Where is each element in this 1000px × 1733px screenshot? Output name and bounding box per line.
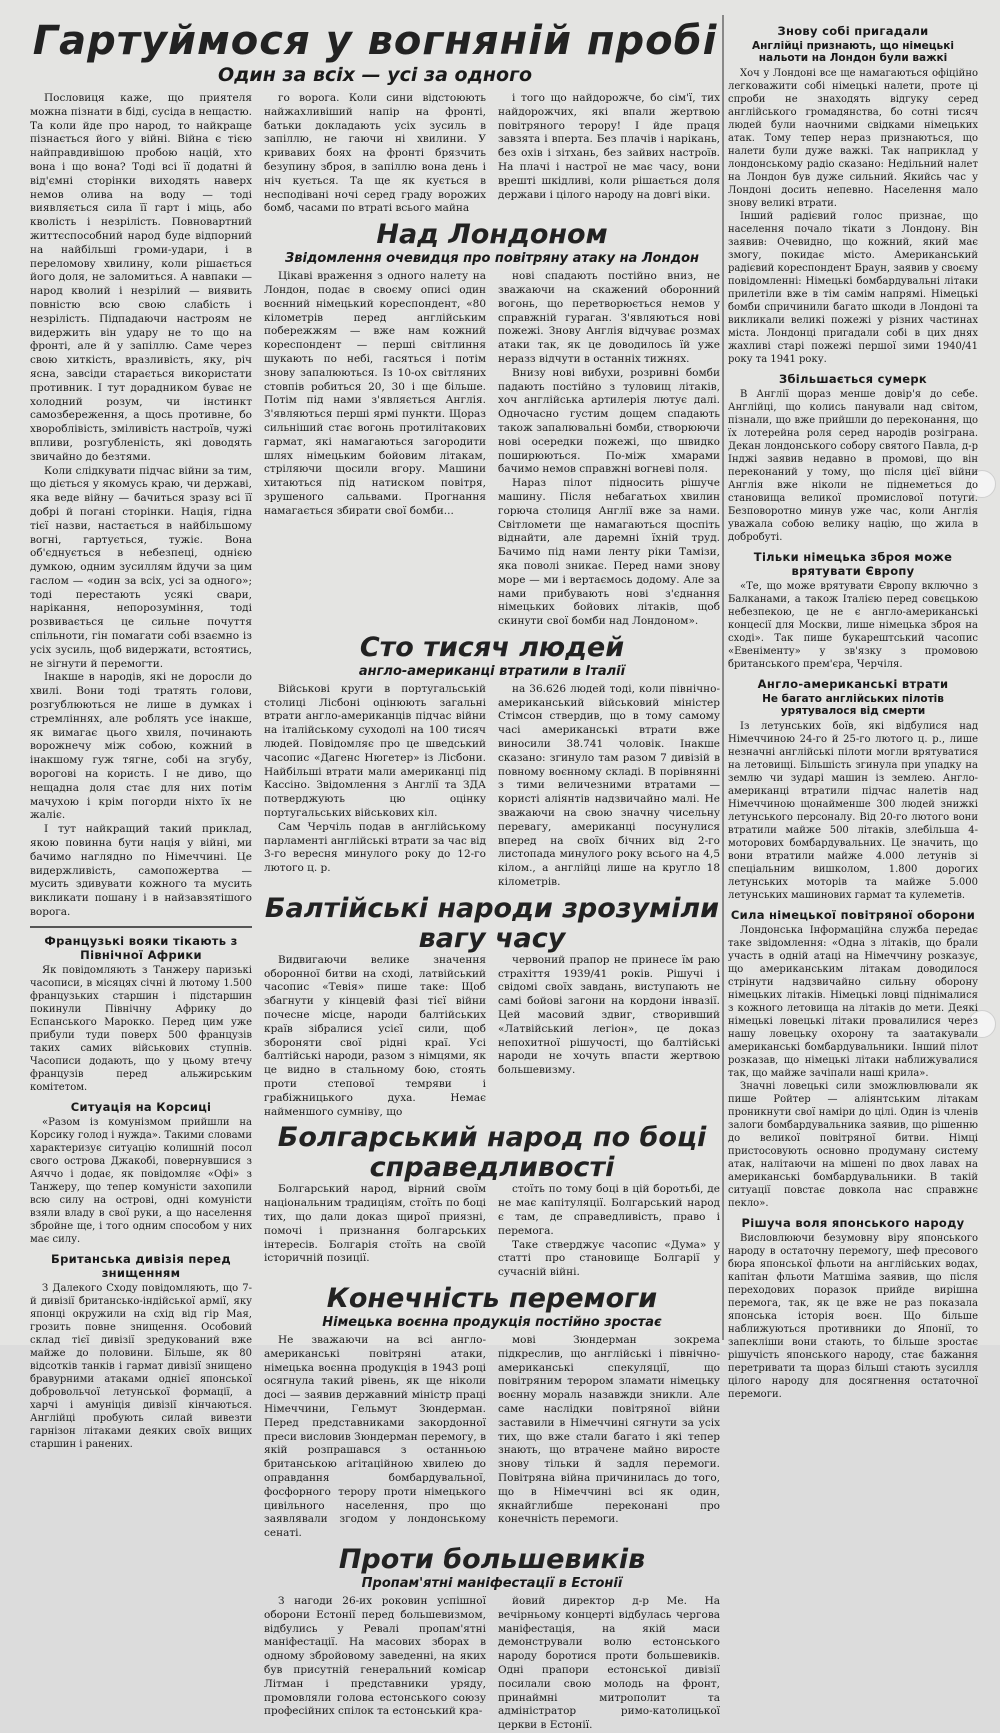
side-subhead: Не багато англійських пілотів урятувалося від смерти	[762, 693, 944, 717]
estonia-text: йовий директор д-р Ме. На вечірньому концерті відбулась чергова маніфестація, на якій маси демонстрували волю естонського народу боротися проти большевиків. Одні прапори естонської дивізії посилали свою молодь на фронт, принаймні митрополит та адміністратор римо-католицької церкви в Естонії.	[498, 1594, 720, 1732]
italy-text: на 36.626 людей тоді, коли північно-американський військовий міністер Стімсон ствердив, що в тому самому часі американські втрати вже виносили 38.741 чоловік. Інакше сказано: згинуло там разом 7 дивізій в повному воєнному складі. В порівнянні з тими величезними втратами — користі аліянтів надзвичайно малі. Не зважаючи на свою значну чисельну перевагу, американці посунулися вперед на своїх бічних від 2-го листопада минулого року всього на 4,5 кілом., а англійці лише на кругло 18 кілометрів.	[498, 682, 720, 889]
estonia-headline: Проти большевиків	[338, 1543, 646, 1575]
side-headline: Англо-американські втрати	[757, 677, 949, 691]
london-headline: Над Лондоном	[376, 219, 608, 251]
corsica-headline: Ситуація на Корсиці	[70, 1099, 212, 1114]
side-text: Інший радієвий голос признає, що населення почало тікати з Лондону. Він заявив: Очевидно, що кожний, який має змогу, покидає місто. Американський радієвий кореспондент Браун, заявив у своєму повідомленні: Німецькі бомбардувальні літаки прилетіли вже в тім самім напрямі. Німецькі бомби спричинили багато шкоди в Лондоні та викликали великі пожежі у різних частинах міста. Лондонці пригадали собі в цих днях жахливі старі пожежі першої зими 1940/41 року та 1941 року.	[728, 211, 978, 365]
divider	[30, 926, 252, 928]
estonia-subhead: Пропам'ятні маніфестації в Естонії	[361, 1575, 623, 1591]
london-text: нові спадають постійно вниз, не зважаючи на скажений оборонний вогонь, що перетворюється немов у справжній гураган. З'являються нові пожежі. Знову Англія відчуває розмах атаки так, як це доводилось їй уже неразз відчути в останніх тижнях.	[498, 270, 720, 365]
lead-article	[30, 92, 720, 1733]
side-text: Лондонська Інформаційна служба передає таке звідомлення: «Одна з літаків, що брали участь в одній атаці на Німеччину розказує, що американським літакам доводилося стрінути надзвичайно сильну оборону німецьких літаків. Німецькі ловці піднімалися з кожного летовища на літаків до мети. Деякі німецькі ловецькі літаки провалилися через нашу ловецьку охорону та заатакували американські бомбардувальники. Інший пілот розказав, що німецькі літаки наближувалися так, що майже зачіпали наші крила».	[728, 925, 978, 1079]
side-text: В Англії щораз менше довір'я до себе. Англійці, що колись панували над світом, пізнали, що вже прийшли до переконання, що їх лотерейна роля серед народів розіграна. Декан лондонського собору святого Павла, д-р Інджі заявив недавно в промові, що він переконаний у тому, що після цієї війни Англія вже ніколи не піднеметься до становища великої промислової потуги. Безповоротно минув уже час, коли Англія уважала собою велику націю, що жила в добробуті.	[728, 389, 978, 543]
london-text: Нараз пілот підносить рішуче машину. Після небагатьох хвилин горюча столиця Англії вже за нами. Світломети ще намагаються щоспіть віднайти, але даремні їхній труд. Бачимо під нами ленту ріки Тамізи, яка поволі зникає. Перед нами знову море — ми і вертаємось додому. Але за нами прибувають нові з'єднання німецьких бойових літаків, щоб скинути свої бомби над Лондоном».	[498, 477, 720, 628]
lead-text: Пословиця каже, що приятеля можна пізнати в біді, сусіда в нещастю. Та коли йде про народ, то найкраще пізнається його у війні. Війна є тією найправдивішою пробою націй, хто вона і що вона? Тоді всі її додатні й від'ємні сторінки виходять наверх немов олива на воду — тоді виявляється сила її гарт і міць, або кволість і незрілість. Повновартний життєспособний народ буде відпорний на найбільші громи-удари, і в переломову хвилину, коли рішається його доля, не заломиться. А навпаки — народ кволий і незрілий — виявить повністю всю свою слабість і незрілість. Підпадаючи настроям не видержить він удару не то що на фронті, але й у запіллю. Саме через свою хиткість, вразливість, яку, річ ясна, завсіди старається використати противник. І тут дорадником буває не холодний розум, чи інстинкт самозбереження, а щось противне, бо хвороблівість, зміливість настроїв, чужі впливи, розгубленість, які доводять звичайно до безтями.	[30, 92, 252, 463]
side-headline: Сила німецької повітряної оборони	[730, 908, 976, 922]
italy-text: Сам Черчіль подав в англійському парламенті англійські втрати за час від 3-го вересня минулого року до 12-го лютого ц. р.	[264, 820, 486, 875]
bulgaria-text: Болгарський народ, вірний своїм національним традиціям, стоїть по боці тих, що дали доказ щирої приязні, помочі і признання болгарських інтересів. Болгарія стоїть на своїй історичній позиції.	[264, 1183, 486, 1265]
britain-text: З Далекого Сходу повідомляють, що 7-й дивізії британсько-індійської армії, яку японці окружили на схід від гір Мая, грозить повне знищення. Особовий склад тієї дивізії зредукований вже майже до половини. Більше, як 80 відсотків танків і гармат дивізії знищено бравурними атаками однієї японської добровольчої летунської формації, а харчі і амуніція дивізії кінчаються. Англійці пробують силай вивезти гарнізон літаками деяких своїх вищих старшин і ранених.	[30, 1282, 252, 1450]
bulgaria-text: Таке стверджує часопис «Дума» у статті про становище Болгарії у сучасній війні.	[498, 1238, 720, 1279]
victory-headline: Конечність перемоги	[326, 1282, 658, 1314]
lead-text: Інакше в народів, які не доросли до хвилі. Вони тоді тратять голови, розгублюються не лише в думках і стремліннях, але роблять усе інакше, як вимагає цього хвиля, починають ворожнечу між собою, кожний в інакшому гуж тягне, собі на згубу, ворогові на користь. І не диво, що нещадна доля стає для них потім мачухою і крім погорди ніхто їх не жаліє.	[30, 671, 252, 822]
italy-headline: Сто тисяч людей	[359, 631, 625, 663]
france-text: Як повідомляють з Танжеру паризькі часописи, в місяцях січні й лютому 1.500 французьких старшин і підстаршин покинули Північну Африку до Еспанського Марокко. Перед цим уже прибули туди поверх 500 французів таких самих військових ступнів. Часописи додають, що у цьому втечу французів перед альжирським комітетом.	[30, 964, 252, 1093]
bulgaria-text: стоїть по тому боці в цій боротьбі, де не має капітуляції. Болгарський народ є там, де справедливість, право і перемога.	[498, 1183, 720, 1237]
italy-text: Військові круги в португальській столиці Лісбоні оцінюють загальні втрати англо-американців підчас війни на італійському суходолі на 100 тисяч людей. Повідомляє про це шведський часопис «Дагенс Нюгетер» із Лісбони. Найбільші втрати мали американці під Кассіно. Звідомлення з Англії та ЗДА потверджують цю оцінку португальських військових кіл.	[264, 682, 486, 820]
side-headline: Тільки німецька зброя може врятувати Європу	[753, 550, 953, 578]
side-text: Хоч у Лондоні все ще намагаються офіційно легковажити собі німецькі налети, проте ці спроби не знаходять відгуку серед англійського громадянства, бо сотні тисяч людей були наочними свідками німецьких атак. Тому тепер нераз признаються, що налети були дуже важкі. Так наприклад у лондонському радіо сказано: Недільний налет на Лондон був дуже сильний. Якийсь час у Лондоні досить непевно. Населення мало знову великі втрати.	[728, 68, 978, 209]
lead-text: і того що найдорожче, бо сім'ї, тих найдорожчих, які впали жертвою повітряного терору! І йде праця завзята і вперта. Без плачів і нарікань, без охів і зітхань, без зайвих настроїв. На плачі і настрої не має часу, вони врешті шкідливі, коли рішається доля держави і цілого народу на довгі віки.	[498, 92, 720, 201]
side-headline: Знову собі пригадали	[777, 24, 929, 38]
corsica-text: «Разом із комунізмом прийшли на Корсику голод і нужда». Такими словами характеризує ситуацію колишній посол свого острова Джакобі, повернувшися з Аяччо і додає, як повідомляє «Офі» з Танжеру, що тепер комуністи захопили всю силу на острові, одні комуністи взяли владу в свої руки, а що населення збройне ще, і того одним способом у них має силу.	[30, 1116, 252, 1245]
france-headline: Французькі вояки тікають з Північної Африки	[44, 933, 238, 962]
baltic-text: Видвигаючи велике значення оборонної битви на сході, латвійський часопис «Тевія» пише таке: Щоб збагнути у кінцевій фазі тієї війни почесне місце, народи балтійських країв зібралися усієї сили, щоб збороняти свої рідні краї. Усі балтійські народи, разом з німцями, як це видно в стальному бою, стоять проти степової темряви і грабіжницького духа. Немає найменшого сумніву, що	[264, 953, 486, 1118]
masthead-title: Гартуймося у вогняній пробі	[32, 18, 718, 64]
side-text: Значні ловецькі сили зможлювлювали як пише Ройтер — аліянтським літакам проникнути свої наміри до цілі. Один із членів залоги бомбардувальника заявив, що рішенню до великої повітряної битви. Німці пристосовують основно продуману систему атак, налітаючи на мішені по двох лавах на американські бомбардувальники. В такій ситуації повстає довкола нас справжнє пекло».	[728, 1081, 978, 1209]
britain-headline: Британська дивізія перед знищенням	[51, 1251, 231, 1280]
side-text: «Те, що може врятувати Європу включно з Балканами, а також Італією перед совєцькою небезпекою, це не є англо-американські концесії для Москви, лише німецька зброя на сході». Так пише букарештський часопис «Евеніменту» у зв'язку з промовою британського прем'єра, Черчіля.	[728, 581, 978, 670]
victory-text: Не зважаючи на всі англо-американські повітряні атаки, німецька воєнна продукція в 1943 році осягнула такий рівень, як ще ніколи досі — заявив державний міністр праці Німеччини, Гельмут Зюндерман. Перед представниками закордонної преси висловив Зюндерман перемогу, в якій розпрашався з останньою британською агітаційною хвилею до оправдання бомбардувальної, фосфорного терору проти німецького цивільного населення, про що заявлявали згодом у лондонському сенаті.	[264, 1333, 486, 1540]
bulgaria-headline: Болгарський народ по боці справедливості	[277, 1122, 707, 1184]
right-column	[728, 18, 978, 1401]
main-area	[30, 18, 720, 1733]
estonia-text: З нагоди 26-их роковин успішної оборони Естонії перед большевизмом, відбулись у Ревалі пропам'ятні маніфестації. На масових зборах в одному збройовому заведенні, на яких був присутній генеральний комісар Літман і представники уряду, промовляли голова естонського союзу професійних спілок та естонський кра-	[264, 1594, 486, 1718]
side-text: Із летунських боїв, які відбулися над Німеччиною 24-го й 25-го лютого ц. р., лише незначні англійські пілоти могли врятуватися на летовищі. Більшість згинула при упадку на землю чи зударі машин із землею. Англо-американці втратили підчас налетів над Німеччиною щонайменше 300 людей знижкі летунського персоналу. Від 20-го лютого вони втратили майже 500 літаків, злебільша 4-моторових бомбардувальних. Це значить, що вони втратили майже 4.000 летунів зі спеціальним вишколом, 1.800 дорогих летунських моторів та майже 5.000 летунських машинових гармат та кулеметів.	[728, 721, 978, 901]
lead-text: І тут найкращий такий приклад, якою повинна бути нація у війні, ми бачимо наглядно по Німеччині. Це видержливість, самопожертва — мусить здивувати кожного та мусить викликати пошану і в найзавзятішого ворога.	[30, 823, 252, 919]
lead-text: го ворога. Коли сини відстоюють найжахливіший напір на фронті, батьки докладають усіх зусиль в запіллю, не гаючи ні хвилини. У кривавих боях на фронті брязчить безупину зброя, в запіллю вона день і ніч кується. Та ще як кується в несподівані ночі серед граду ворожих бомб, часами по втраті всього майна	[264, 92, 486, 215]
side-subhead: Англійці признають, що німецькі нальоти на Лондон були важкі	[752, 40, 954, 64]
baltic-headline: Балтійські народи зрозуміли вагу часу	[264, 892, 720, 954]
side-headline: Рішуча воля японського народу	[741, 1216, 965, 1230]
italy-subhead: англо-американці втратили в Італії	[358, 663, 626, 679]
victory-subhead: Німецька воєнна продукція постійно зростає	[322, 1314, 662, 1330]
london-text: Внизу нові вибухи, розривні бомби падають постійно з туловищ літаків, хоч англійська артилерія лютує далі. Одночасно густим дощем спадають також запалювальні бомби, створюючи нові осередки пожежі, що швидко поширюються. По-між хмарами бачимо немов справжні вогневі поля.	[498, 366, 720, 476]
baltic-text: червоний прапор не принесе їм раю страхіття 1939/41 років. Рішучі і свідомі своїх завдань, виступають не самі бойові загони на кордони інвазії. Цей масовий здвиг, створивший «Латвійський легіон», це доказ непохитної рішучості, що балтійські народи не хочуть впасти жертвою большевизму.	[498, 953, 720, 1077]
london-subhead: Звідомлення очевидця про повітряну атаку на Лондон	[285, 251, 699, 267]
victory-text: мові Зюндерман зокрема підкреслив, що англійські і північно-американські спекуляції, що повітряним терором зламати німецьку воєнну мораль назавжди зникли. Але саме наслідки повітряної війни заставили в Німеччині сягнути за усіх тих, що вже стали багато і які тепер знають, що втрачене майно виросте знову тільки й задля перемоги. Повітряна війна причинилась до того, що в Німеччині всі як один, якнайглибше переконані про конечність перемоги.	[498, 1333, 720, 1526]
side-headline: Збільшається сумерк	[778, 372, 928, 386]
lead-text: Коли слідкувати підчас війни за тим, що діється у якомусь краю, чи державі, яка веде війну — бачиться зразу всі її добрі й погані сторінки. Нація, гідна тієї назви, настається в найбільшому вогні, гартується, тужіє. Вона об'єднується в небезпеці, однією думкою, одним зусиллям йдучи за цим гаслом — «один за всіх, усі за одного»; тоді перестають усякі свари, нарікання, непорозуміння, тоді розвивається це сильне почуття спільноти, гін помагати собі взаємно із усіх зусиль, щоб видержати, встоятись, не зігнути й перемогти.	[30, 464, 252, 670]
london-text: Цікаві враження з одного налету на Лондон, подає в своєму описі один воєнний німецький кореспондент, «80 кілометрів перед англійським побережжям — вже нам кожний кореспондент — перші світлиння шукають по небі, гасяться і потім знову запалюються. Із 10-ох світляних стовпів робиться 20, 30 і ще більше. Потім під нами з'являється Англія. З'являються перші ярмі пункти. Щораз сильніший стає вогонь протилітакових гармат, які намагаються загородити шлях німецьким бойовим літакам, стріляючи щосили вгору. Машини хитаються під натиском повітря, зрушеного сальвами. Прогнання намагається збирати свої бомби...	[264, 270, 486, 517]
side-text: Висловлюючи безумовну віру японського народу в остаточну перемогу, шеф пресового бюра японської фльоти на англійських водах, капітан фльоти Матшіма заявив, що після переходових поразок прийде вирішна перемога, так, як це вже не раз показала японська історія воєн. Що більше наближуються противники до Японії, то запекліши вони стають, то більше зростає рішучість японського народу, стає бажання перетривати та щораз більші стають зусилля цілого народу для досягнення остаточної перемоги.	[728, 1233, 978, 1400]
column-divider	[722, 15, 724, 1340]
masthead-subtitle: Один за всіх — усі за одного	[217, 64, 533, 86]
